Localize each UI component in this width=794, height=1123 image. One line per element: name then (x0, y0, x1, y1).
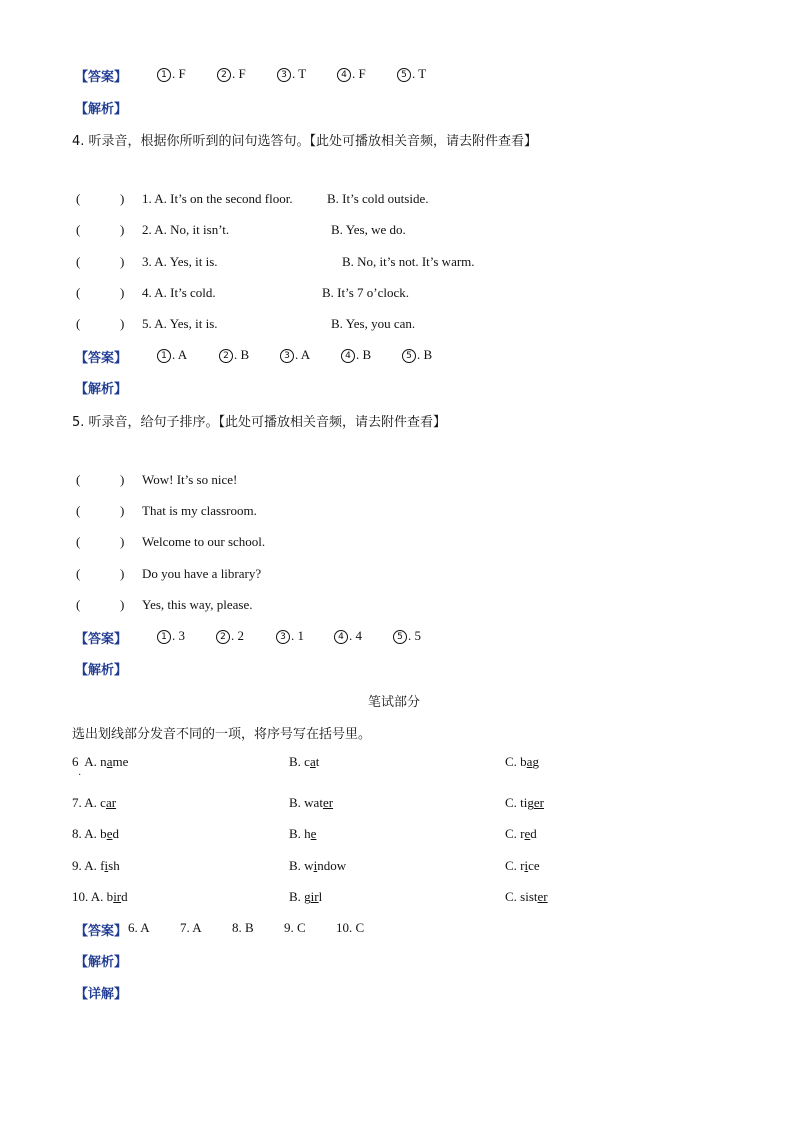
written-answer-8: 8. B (232, 920, 254, 935)
analysis-label: 【解析】 (75, 663, 128, 678)
dot-mark: · (78, 770, 82, 781)
q3-answer-3: 3 . T (277, 66, 306, 82)
q3-answer-2: 2 . F (217, 66, 246, 82)
written-answer-6: 6. A (128, 920, 150, 935)
q4-prompt: 4. 听录音，根据你所听到的问句选答句。【此处可播放相关音频，请去附件查看】 (72, 134, 538, 149)
answer-label: 【答案】 (75, 70, 128, 85)
q5-answer-1: 1 . 3 (157, 628, 185, 644)
q3-answer-1: 1 . F (157, 66, 186, 82)
q5-answer-3: 3 . 1 (276, 628, 304, 644)
q3-answer-4: 4 . F (337, 66, 366, 82)
q5-answer-2: 2 . 2 (216, 628, 244, 644)
written-answer-9: 9. C (284, 920, 306, 935)
written-instruction: 选出划线部分发音不同的一项，将序号写在括号里。 (72, 727, 372, 742)
q3-answer-5: 5 . T (397, 66, 426, 82)
answer-label: 【答案】 (75, 351, 128, 366)
q4-answer-5: 5 . B (402, 347, 432, 363)
analysis-label: 【解析】 (75, 102, 128, 117)
analysis-label: 【解析】 (75, 955, 128, 970)
answer-label: 【答案】 (75, 924, 128, 939)
q4-answer-4: 4 . B (341, 347, 371, 363)
q4-answer-1: 1 . A (157, 347, 187, 363)
answer-label: 【答案】 (75, 632, 128, 647)
written-answer-7: 7. A (180, 920, 202, 935)
q4-answer-3: 3 . A (280, 347, 310, 363)
section-title: 笔试部分 (368, 695, 421, 710)
q4-answer-2: 2 . B (219, 347, 249, 363)
q5-prompt: 5. 听录音，给句子排序。【此处可播放相关音频，请去附件查看】 (72, 415, 447, 430)
q5-answer-5: 5 . 5 (393, 628, 421, 644)
written-answer-10: 10. C (336, 920, 365, 935)
analysis-label: 【解析】 (75, 382, 128, 397)
detail-label: 【详解】 (75, 987, 128, 1002)
q5-answer-4: 4 . 4 (334, 628, 362, 644)
